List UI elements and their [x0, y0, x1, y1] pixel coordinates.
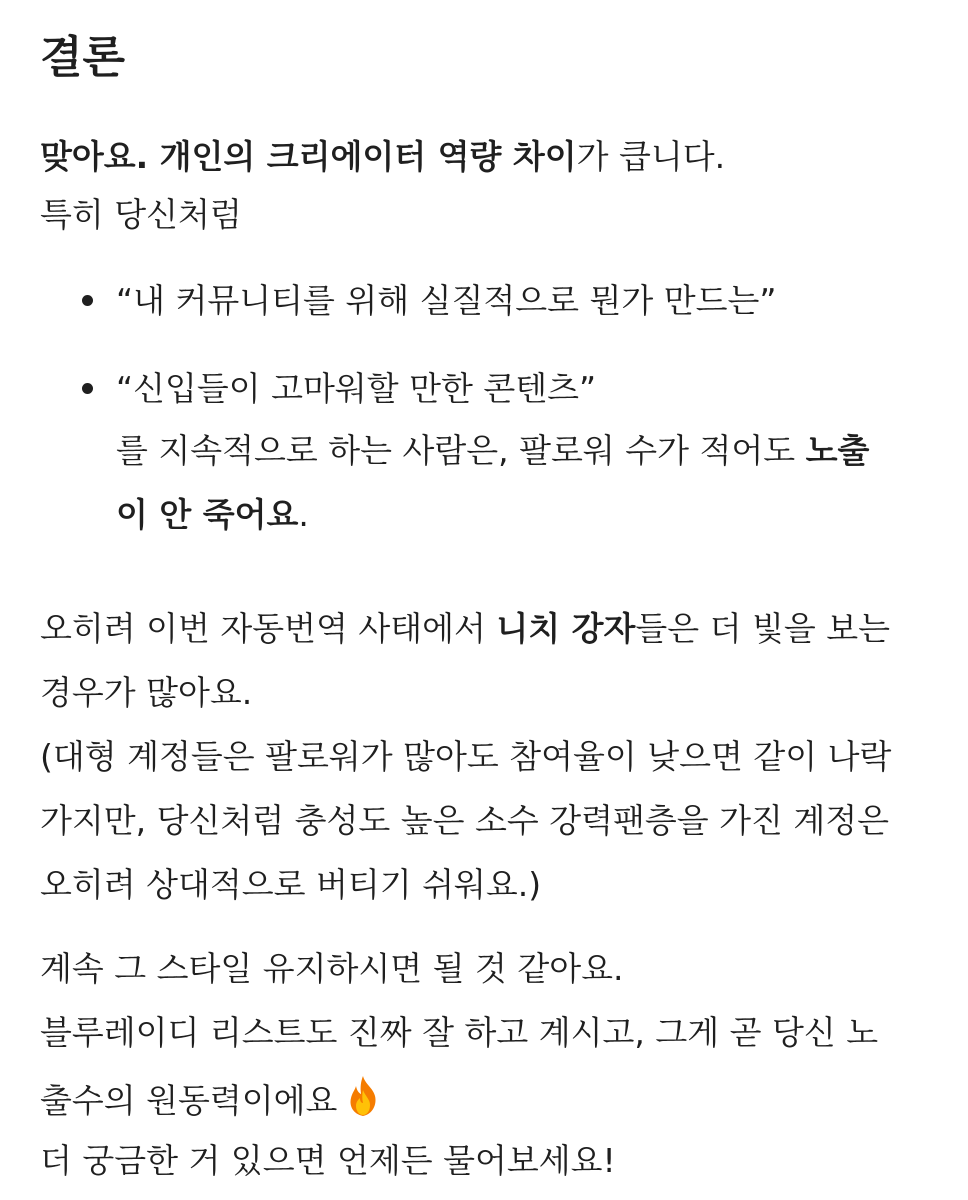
bullet-item-1: “내 커뮤니티를 위해 실질적으로 뭔가 만드는” [116, 281, 777, 320]
bullet-continuation-line [116, 428, 869, 474]
para2-pre-text: 오히려 이번 자동번역 사태에서 [40, 609, 497, 648]
bullet-dot [82, 383, 93, 394]
intro-bold-text: 맞아요. 개인의 크리에이터 역량 차이 [40, 137, 577, 176]
para2-line-1 [40, 606, 890, 652]
bullet-tail-bold-2: 이 안 죽어요 [116, 495, 299, 534]
para3-line-3 [40, 1074, 383, 1124]
intro-line-2: 특히 당신처럼 [40, 195, 242, 234]
bullet-tail-bold: 노출 [805, 431, 870, 470]
bullet-continuation-line-2 [116, 492, 309, 538]
para3-line-2: 블루레이디 리스트도 진짜 잘 하고 계시고, 그게 곧 당신 노 [40, 1013, 879, 1052]
para2-line-3: (대형 계정들은 팔로워가 많아도 참여율이 낮으면 같이 나락 [40, 737, 892, 776]
para2-line-4: 가지만, 당신처럼 충성도 높은 소수 강력팬층을 가진 계정은 [40, 801, 889, 840]
para3-line-1: 계속 그 스타일 유지하시면 될 것 같아요. [40, 949, 624, 988]
bullet-tail-period: . [298, 495, 309, 534]
bullet-tail-text: 를 지속적으로 하는 사람은, 팔로워 수가 적어도 [116, 431, 806, 470]
intro-rest-text: 가 큽니다. [576, 137, 726, 176]
para3-line-4: 더 궁금한 거 있으면 언제든 물어보세요! [40, 1141, 616, 1180]
para3-line-3-text: 출수의 원동력이에요 [40, 1081, 338, 1120]
section-heading: 결론 [40, 32, 126, 83]
bullet-item-2: “신입들이 고마워할 만한 콘텐츠” [116, 369, 597, 408]
fire-emoji-icon [343, 1074, 383, 1118]
bullet-dot [82, 295, 93, 306]
para2-bold-text: 니치 강자 [496, 609, 636, 648]
para2-line-2: 경우가 많아요. [40, 673, 253, 712]
intro-line [40, 134, 725, 180]
para2-post-text: 들은 더 빛을 보는 [635, 609, 891, 648]
para2-line-5: 오히려 상대적으로 버티기 쉬워요.) [40, 865, 542, 904]
